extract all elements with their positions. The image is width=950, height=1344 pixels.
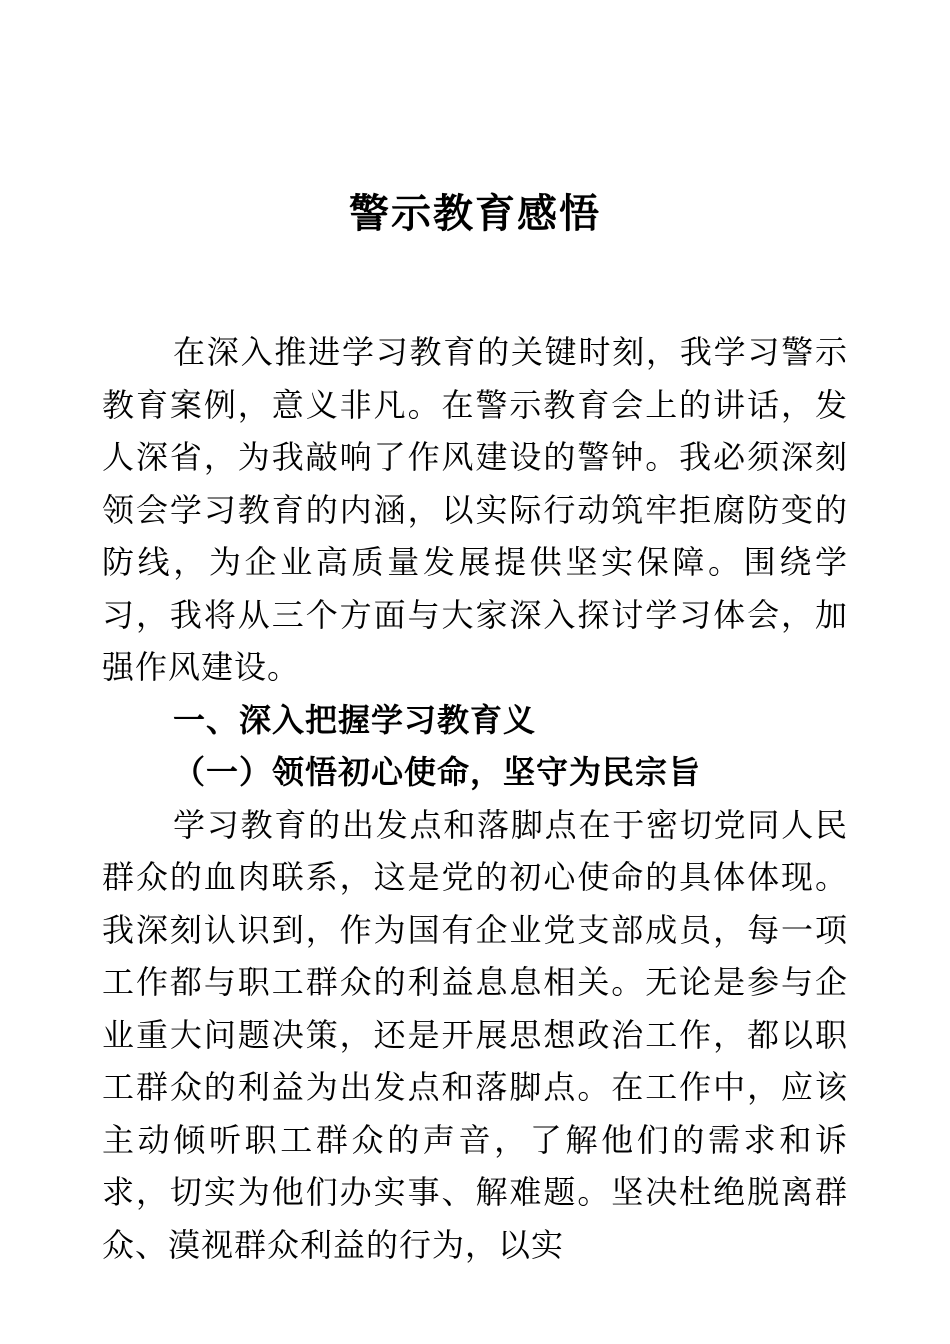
subsection-heading: （一）领悟初心使命，坚守为民宗旨 xyxy=(173,753,702,791)
document-body xyxy=(102,326,848,1271)
page-title: 警示教育感悟 xyxy=(349,190,601,237)
section-heading: 一、深入把握学习教育义 xyxy=(173,700,537,739)
intro-paragraph: 在深入推进学习教育的关键时刻，我学习警示教育案例，意义非凡。在警示教育会上的讲话，发人深省，为我敲响了作风建设的警钟。我必须深刻领会学习教育的内涵，以实际行动筑牢拒腐防变的防线，为企业高质量发展提供坚实保障。围绕学习，我将从三个方面与大家深入探讨学习体会，加强作风建设。 xyxy=(102,333,848,686)
subsection-paragraph: 学习教育的出发点和落脚点在于密切党同人民群众的血肉联系，这是党的初心使命的具体体现。我深刻认识到，作为国有企业党支部成员，每一项工作都与职工群众的利益息息相关。无论是参与企业重大问题决策，还是开展思想政治工作，都以职工群众的利益为出发点和落脚点。在工作中，应该主动倾听职工群众的声音，了解他们的需求和诉求，切实为他们办实事、解难题。坚决杜绝脱离群众、漠视群众利益的行为，以实 xyxy=(102,805,848,1264)
